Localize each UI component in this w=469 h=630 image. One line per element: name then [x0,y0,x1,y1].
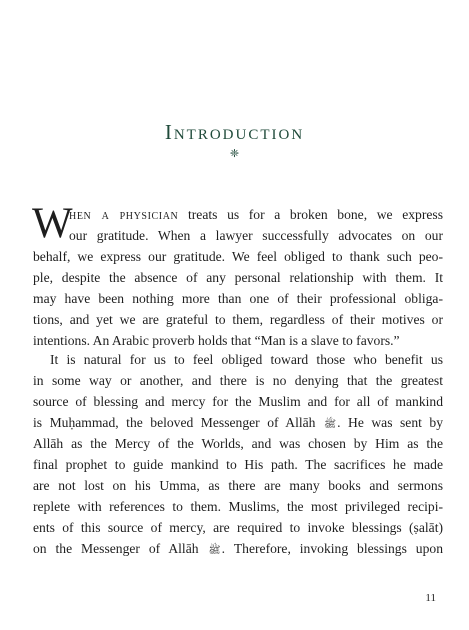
text-line: tions, and yet we are grateful to them, regardless of their motives or [33,312,443,327]
paragraph-2 [33,349,443,559]
text-line-segment: treats us for a broken bone, we express [178,207,443,222]
text-line-segment: on the Messenger of Allāh [33,541,199,556]
text-line: final prophet to guide mankind to His path. The sacrifices he made [33,457,443,472]
ornament-icon: ❈ [229,148,240,160]
salutation-symbol-icon: ﷺ [208,545,221,556]
text-line [33,433,443,454]
text-line: behalf, we express our gratitude. We feel obliged to thank such peo- [33,249,443,264]
text-line: our gratitude. When a lawyer successfully advocates on our [69,228,443,243]
chapter-title: Introduction [164,120,305,144]
text-line-segment: is Muḥammad, the beloved Messenger of Allāh [33,415,316,430]
opening-small-caps: hen a physician [69,207,179,222]
text-line: intentions. An Arabic proverb holds that “Man is a slave to favors.” [33,333,400,348]
text-line-segment: . Therefore, invoking blessings upon [221,541,443,556]
text-line-segment: as the Mercy of the Worlds, and was chosen by Him as the [71,436,443,451]
text-line: ple, despite the absence of any personal relationship with them. It [33,270,443,285]
text-line: ents of this source of mercy, are required to invoke blessings (ṣalāt) [33,520,443,535]
text-line: in some way or another, and there is no denying that the greatest [33,373,443,388]
text-line: source of blessing and mercy for the Muslim and for all of mankind [33,394,443,409]
text-line: It is natural for us to feel obliged toward those who benefit us [50,352,443,367]
text-line-segment: . He was sent by [337,415,443,430]
text-line: replete with references to them. Muslims, the most privileged recipi- [33,499,443,514]
text-line: may have been nothing more than one of their professional obliga- [33,291,443,306]
page-number: 11 [425,592,436,604]
salutation-symbol-icon: ﷺ [324,419,337,430]
paragraph-1 [32,200,443,351]
text-line [33,538,443,559]
text-line: are not lost on his Umma, as there are many books and sermons [33,478,443,493]
drop-cap: W [32,200,73,247]
text-line [33,412,443,433]
text-line-segment: Allāh [33,436,64,451]
